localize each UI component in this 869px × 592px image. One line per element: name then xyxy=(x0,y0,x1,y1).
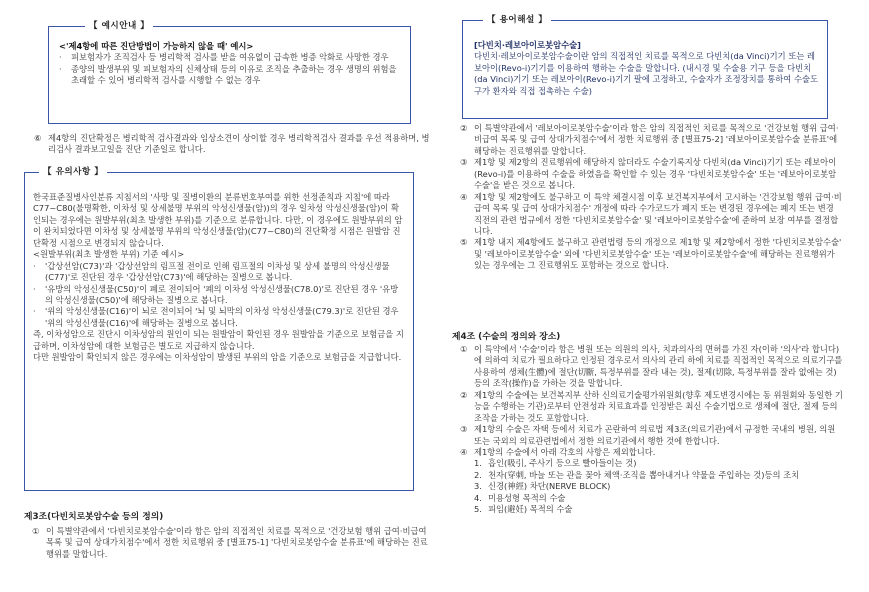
exclusion-list xyxy=(460,458,844,515)
glossary-box-tag: 【 용어해설 】 xyxy=(483,14,551,27)
list-item: 1. 흡인(吸引, 주사기 등으로 빨아들이는 것) xyxy=(474,458,637,469)
example-box xyxy=(48,21,411,124)
clause-6: ⑥ 제4항의 진단확정은 병리학적 검사결과와 임상소견이 상이할 경우 병리학적검사 결과를 우선 적용하며, 병리검사 결과보고일을 진단 기준일로 합니다. xyxy=(34,133,430,155)
glossary-term: [다빈치·레보아이로봇암수술] xyxy=(474,40,581,50)
list-item: 3. 신경(神經) 차단(NERVE BLOCK) xyxy=(474,481,611,492)
clause-4: ④ 제1항 및 제2항에도 불구하고 이 특약 체결시점 이후 보건복지부에서 고시하는 '건강보험 행위 급여·비급여 목록 및 급여 상대가치점수' 개정에 따라 수가코드가 폐지 또는 변경된 경우에는 폐지 또는 변경 직전의 관련 법규에서 정한 '다빈치로봇암수술' 및 '레보아이로봇암수술'에 준하여 보장 여부를 결정합니다. xyxy=(460,191,842,236)
example-box-tag: 【 예시안내 】 xyxy=(85,20,153,33)
list-item: 4. 미용성형 목적의 수술 xyxy=(474,492,566,503)
glossary-box xyxy=(462,15,828,119)
article-4-body xyxy=(460,344,844,516)
list-item: 5. 피임(避妊) 목적의 수술 xyxy=(474,504,573,515)
right-clauses xyxy=(460,123,844,272)
glossary-text: 다빈치·레보아이로봇암수술이란 암의 직접적인 치료를 목적으로 다빈치(da Vinci)기기 또는 레보아이(Revo-i)기기를 이용하여 행하는 수술을 말합니다. (내시경 및 수술용 기구 등을 다빈치(da Vinci)기기 또는 레보아이(Revo-i)기기 팔에 고정하고, 수술자가 조정장치를 통하여 수술도구가 환자와 직접 접촉하는 수술) xyxy=(474,51,818,96)
article-3-title: 제3조(다빈치로봇암수술 등의 정의) xyxy=(24,512,164,522)
clause-3: ③ 제1항 및 제2항의 진료행위에 해당하지 않더라도 수술기록지상 다빈치(da Vinci)기기 또는 레보아이(Revo-i)를 이용하여 수술을 하였음을 확인할 수 있는 경우 '다빈치로봇암수술' 또는 '레보아이로봇암수술'을 받은 것으로 봅니다. xyxy=(460,157,837,191)
example-heading: <'제4항에 따른 진단방법이 가능하지 않을 때' 예시> xyxy=(59,41,254,51)
notice-sub-heading: <원발부위(최초 발생한 부위) 기준 예시> xyxy=(33,249,185,260)
notice-box-tag: 【 유의사항 】 xyxy=(39,166,107,179)
notice-box xyxy=(24,167,414,491)
article-3-clause-1: ① 이 특별약관에서 '다빈치로봇암수술'이라 함은 암의 직접적인 치료를 목적으로 '건강보험 행위 급여·비급여 목록 및 급여 상대가치점수'에서 정한 치료행위 중 [별표75-1] '다빈치로봇암수술 분류표'에 해당하는 진료행위를 말합니다. xyxy=(32,526,428,559)
list-item: 2. 천자(穿刺, 바늘 또는 관을 꽂아 체액·조직을 뽑아내거나 약물을 주입하는 것)등의 조치 xyxy=(474,469,800,480)
article-4-clause: ④ 제1항의 수술에서 아래 각호의 사항은 제외합니다. xyxy=(460,446,656,457)
article-4-clause: ① 이 특약에서 '수술'이라 함은 병원 또는 의원의 의사, 치과의사의 면허를 가진 자(이하 '의사'라 합니다)에 의하여 치료가 필요하다고 인정된 경우로서 의사의 관리 하에 치료를 직접적인 목적으로 의료기구를 사용하여 생체(生體)에 절단(切斷, 특정부위를 잘라 내는 것), 절제(切除, 특정부위를 잘라 없애는 것) 등의 조작(操作)을 가하는 것을 말합니다. xyxy=(460,344,843,389)
notice-para-1: 한국표준질병사인분류 지침서의 '사망 및 질병이환의 분류번호부여를 위한 선정준칙과 지침'에 따라 C77~C80(불명확한, 이차성 및 상세불명 부위의 악성신생물(암))의 경우 일차성 악성신생물(암)이 확인되는 경우에는 원발부위(최초 발생한 부위)를 기준으로 분류합니다. 다만, 이 경우에도 원발부위의 암이 완치되었다면 이차성 및 상세불명 부위의 악성신생물(암)(C77~C80)의 진단확정 시점은 원발암 진단확정 시점으로 변경되지 않습니다. xyxy=(33,192,403,248)
notice-item: · '갑상선암(C73)'과 '갑상선암의 림프절 전이로 인해 림프절의 이차성 및 상세 불명의 악성신생물(C77)'로 진단된 경우 '갑상선암(C73)'에 해당하는 질병으로 봅니다. xyxy=(33,260,390,283)
example-item: · 종양의 발생부위 및 피보험자의 신체상태 등의 이유로 조직을 추출하는 경우 생명의 위험을 초래할 수 있어 병리학적 검사를 시행할 수 없는 경우 xyxy=(59,63,397,86)
notice-para-3: 다만 원발암이 확인되지 않은 경우에는 이차성암이 발생된 부위의 암을 기준으로 보험금을 지급합니다. xyxy=(33,352,402,363)
article-4-clause: ③ 제1항의 수술은 자택 등에서 치료가 곤란하여 의료법 제3조(의료기관)에서 규정한 국내의 병원, 의원 또는 국외의 의료관련법에서 정한 의료기관에서 행한 것에 한합니다. xyxy=(460,424,836,446)
notice-para-2: 즉, 이차성암으로 진단시 이차성암의 원인이 되는 원발암이 확인된 경우 원발암을 기준으로 보험금을 지급하며, 이차성암에 대한 보험금은 별도로 지급하지 않습니다. xyxy=(33,329,404,351)
notice-item: · '위의 악성신생물(C16)'이 뇌로 전이되어 '뇌 및 뇌막의 이차성 악성신생물(C79.3)'로 진단된 경우 '위의 악성신생물(C16)'에 해당하는 질병으로 봅니다. xyxy=(33,306,399,328)
article-4-clause: ② 제1항의 수술에는 보건복지부 산하 신의료기술평가위원회(향후 제도변경시에는 동 위원회와 동일한 기능을 수행하는 기관)로부터 안전성과 치료효과를 인정받은 최신 수술기법으로 생체에 절단, 절제 등의 조작을 가하는 것도 포함합니다. xyxy=(460,389,843,423)
clause-5: ⑤ 제1항 내지 제4항에도 불구하고 관련법령 등의 개정으로 제1항 및 제2항에서 정한 '다빈치로봇암수술' 및 '레보아이로봇암수술' 외에 '다빈치로봇암수술' 또는 '레보아이로봇암수술'에 해당하는 진료행위가 있는 경우에는 그 진료행위도 포함하는 것으로 합니다. xyxy=(460,237,842,271)
article-4-title: 제4조 (수술의 정의와 장소) xyxy=(452,332,561,342)
example-item: · 피보험자가 조직검사 등 병리학적 검사를 받을 여유없이 급속한 병증 악화로 사망한 경우 xyxy=(59,52,389,63)
clause-2: ② 이 특별약관에서 '레보아이로봇암수술'이라 함은 암의 직접적인 치료를 목적으로 '건강보험 행위 급여·비급여 목록 및 급여 상대가치점수'에서 정한 치료행위 중 [별표75-2] '레보아이로봇암수술 분류표'에 해당하는 진료행위를 말합니다. xyxy=(460,123,839,156)
notice-item: · '유방의 악성신생물(C50)'이 폐로 전이되어 '폐의 이차성 악성신생물(C78.0)'로 진단된 경우 '유방의 악성신생물(C50)'에 해당하는 질병으로 봅니다. xyxy=(33,283,399,305)
